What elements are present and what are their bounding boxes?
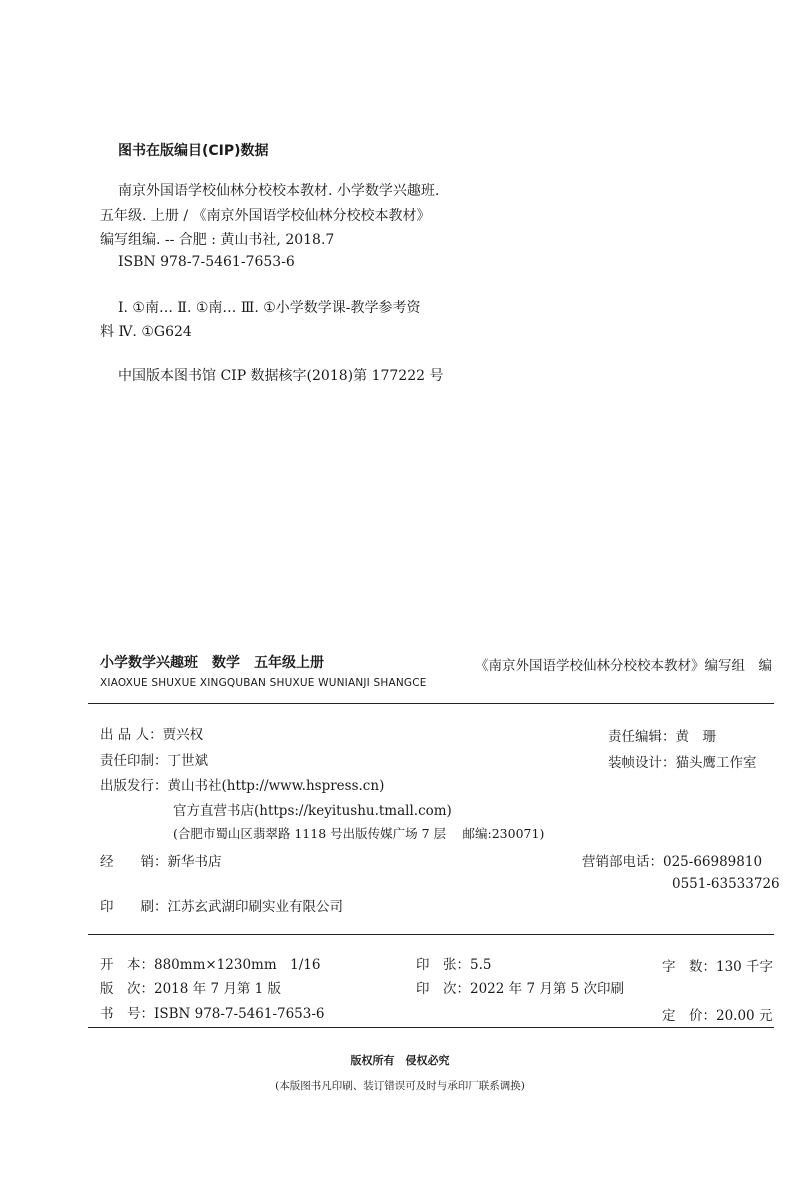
spec-impression: 印 次：2022 年 7 月第 5 次印刷 (416, 981, 624, 997)
publisher-address: (合肥市蜀山区翡翠路 1118 号出版传媒广场 7 层 邮编:230071) (173, 826, 545, 841)
responsible-editor: 责任编辑：黄 珊 (608, 729, 716, 745)
sales-phone-2: 0551-63533726 (672, 876, 780, 892)
cip-heading: 图书在版编目(CIP)数据 (118, 143, 269, 159)
publisher: 出版发行：黄山书社(http://www.hspress.cn) (100, 778, 385, 794)
rights-statement: 版权所有 侵权必究 (350, 1054, 450, 1067)
divider-top (88, 703, 774, 704)
cip-line-4: ISBN 978-7-5461-7653-6 (118, 254, 295, 270)
cip-line-6: 料 Ⅳ. ①G624 (100, 324, 192, 340)
spec-price: 定 价：20.00 元 (662, 1008, 773, 1024)
replacement-notice: (本版图书凡印刷、装订错误可及时与承印厂联系调换) (275, 1080, 525, 1092)
spec-isbn: 书 号：ISBN 978-7-5461-7653-6 (100, 1006, 325, 1022)
distributor: 经 销：新华书店 (100, 854, 222, 870)
cip-line-2: 五年级. 上册 / 《南京外国语学校仙林分校校本教材》 (100, 208, 431, 224)
cip-line-7: 中国版本图书馆 CIP 数据核字(2018)第 177222 号 (118, 368, 444, 384)
print-supervisor: 责任印制：丁世斌 (100, 753, 208, 769)
printer: 印 刷：江苏玄武湖印刷实业有限公司 (100, 899, 343, 915)
sales-phone: 营销部电话：025-66989810 (582, 854, 763, 870)
cip-line-1: 南京外国语学校仙林分校校本教材. 小学数学兴趣班. (118, 183, 440, 199)
spec-words: 字 数：130 千字 (662, 959, 774, 975)
cip-line-5: Ⅰ. ①南… Ⅱ. ①南… Ⅲ. ①小学数学课-教学参考资 (118, 300, 421, 316)
cover-designer: 装帧设计：猫头鹰工作室 (608, 755, 757, 771)
spec-edition: 版 次：2018 年 7 月第 1 版 (100, 981, 281, 997)
spec-format: 开 本：880mm×1230mm 1/16 (100, 957, 321, 973)
book-title: 小学数学兴趣班 数学 五年级上册 (100, 655, 324, 671)
book-pinyin: XIAOXUE SHUXUE XINGQUBAN SHUXUE WUNIANJI SHANGCE (100, 677, 427, 689)
producer: 出 品 人：贾兴权 (100, 727, 204, 743)
official-store: 官方直营书店(https://keyitushu.tmall.com) (173, 803, 452, 819)
spec-sheets: 印 张：5.5 (416, 957, 492, 973)
cip-line-3: 编写组编. -- 合肥 : 黄山书社, 2018.7 (100, 232, 335, 248)
book-author: 《南京外国语学校仙林分校校本教材》编写组 编 (475, 658, 772, 674)
divider-middle (88, 934, 774, 935)
divider-bottom (88, 1027, 774, 1028)
